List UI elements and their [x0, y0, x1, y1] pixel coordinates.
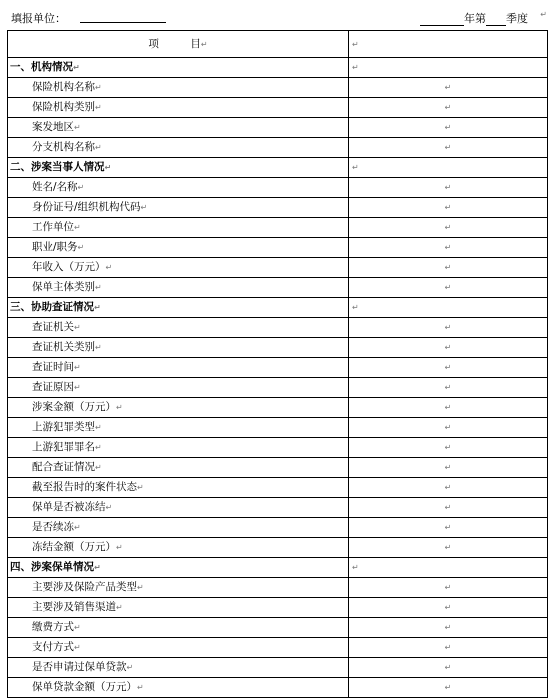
paragraph-mark: ↵	[74, 123, 81, 132]
paragraph-mark: ↵	[77, 183, 85, 192]
table-row	[8, 358, 548, 378]
paragraph-mark: ↵	[74, 223, 81, 232]
table-row	[8, 118, 548, 138]
paragraph-mark: ↵	[95, 103, 102, 112]
value-cell[interactable]	[349, 598, 548, 618]
paragraph-mark: ↵	[126, 663, 134, 672]
table-row	[8, 578, 548, 598]
paragraph-mark: ↵	[105, 503, 113, 512]
row-label-text: 查证时间	[32, 361, 74, 373]
row-label-text: 是否申请过保单贷款	[32, 661, 127, 673]
value-cell[interactable]	[349, 138, 548, 158]
item-label	[8, 578, 349, 598]
paragraph-mark: ↵	[444, 83, 452, 92]
row-label-text: 案发地区	[32, 121, 74, 133]
item-label	[8, 358, 349, 378]
row-label-text: 上游犯罪罪名	[32, 441, 95, 453]
row-label-text: 分支机构名称	[32, 141, 95, 153]
table-row	[8, 658, 548, 678]
row-label-text: 年收入（万元）	[32, 261, 106, 273]
paragraph-mark: ↵	[444, 343, 452, 352]
section-title	[8, 58, 349, 78]
paragraph-mark: ↵	[444, 543, 452, 552]
table-row	[8, 478, 548, 498]
table-header-item-label: 项 目	[148, 37, 201, 50]
reporting-period	[420, 10, 528, 26]
row-label-text: 配合查证情况	[32, 461, 95, 473]
row-label-text: 查证机关类别	[32, 341, 95, 353]
paragraph-mark: ↵	[95, 343, 102, 352]
paragraph-mark: ↵	[444, 463, 452, 472]
value-cell[interactable]	[349, 278, 548, 298]
value-cell[interactable]	[349, 378, 548, 398]
paragraph-mark: ↵	[444, 323, 452, 332]
paragraph-mark: ↵	[74, 383, 81, 392]
paragraph-mark: ↵	[95, 423, 102, 432]
row-label-text: 上游犯罪类型	[32, 421, 95, 433]
section-title	[8, 558, 349, 578]
row-label-text: 查证原因	[32, 381, 74, 393]
value-cell[interactable]	[349, 78, 548, 98]
section-row	[8, 158, 548, 178]
paragraph-mark: ↵	[94, 303, 101, 312]
table-row	[8, 238, 548, 258]
table-row	[8, 218, 548, 238]
paragraph-mark: ↵	[444, 223, 452, 232]
paragraph-mark: ↵	[444, 243, 452, 252]
row-label-text: 支付方式	[32, 641, 74, 653]
value-cell[interactable]	[349, 258, 548, 278]
value-cell[interactable]	[349, 218, 548, 238]
row-label-text: 冻结金额（万元）	[32, 541, 116, 553]
value-cell[interactable]	[349, 658, 548, 678]
form-header	[0, 0, 550, 30]
paragraph-mark: ↵	[444, 603, 452, 612]
row-label-text: 工作单位	[32, 221, 74, 233]
table-row	[8, 338, 548, 358]
paragraph-mark: ↵	[104, 163, 112, 172]
paragraph-mark: ↵	[444, 523, 452, 532]
paragraph-mark: ↵	[352, 163, 359, 172]
row-label-text: 三、协助查证情况	[10, 301, 94, 313]
value-cell[interactable]	[349, 358, 548, 378]
table-row	[8, 138, 548, 158]
paragraph-mark: ↵	[95, 283, 102, 292]
value-cell[interactable]	[349, 558, 548, 578]
paragraph-mark: ↵	[444, 483, 452, 492]
item-label	[8, 118, 349, 138]
paragraph-mark: ↵	[444, 583, 452, 592]
paragraph-mark: ↵	[74, 623, 81, 632]
value-cell[interactable]	[349, 538, 548, 558]
item-label	[8, 478, 349, 498]
table-row	[8, 498, 548, 518]
value-cell[interactable]	[349, 298, 548, 318]
table-row	[8, 418, 548, 438]
item-label	[8, 598, 349, 618]
value-cell[interactable]	[349, 458, 548, 478]
value-cell[interactable]	[349, 318, 548, 338]
row-label-text: 保单贷款金额（万元）	[32, 681, 137, 693]
paragraph-mark: ↵	[444, 443, 452, 452]
paragraph-mark: ↵	[444, 283, 452, 292]
item-label	[8, 678, 349, 698]
table-row	[8, 678, 548, 698]
item-label	[8, 658, 349, 678]
table-header-value	[349, 31, 548, 58]
row-label-text: 一、机构情况	[10, 61, 73, 73]
value-cell[interactable]	[349, 198, 548, 218]
paragraph-mark: ↵	[200, 39, 208, 49]
row-label-text: 缴费方式	[32, 621, 74, 633]
table-row	[8, 198, 548, 218]
row-label-text: 截至报告时的案件状态	[32, 481, 137, 493]
paragraph-mark: ↵	[116, 603, 123, 612]
item-label	[8, 518, 349, 538]
item-label	[8, 258, 349, 278]
paragraph-mark: ↵	[444, 383, 452, 392]
paragraph-mark: ↵	[74, 523, 81, 532]
paragraph-mark: ↵	[444, 683, 452, 692]
paragraph-mark: ↵	[137, 683, 144, 692]
value-cell[interactable]	[349, 518, 548, 538]
item-label	[8, 538, 349, 558]
table-row	[8, 278, 548, 298]
paragraph-mark: ↵	[444, 263, 452, 272]
quarter-label: 季度	[506, 12, 528, 25]
item-label	[8, 398, 349, 418]
value-cell[interactable]	[349, 638, 548, 658]
paragraph-mark: ↵	[444, 123, 452, 132]
year-label: 年第	[464, 12, 486, 25]
section-row	[8, 58, 548, 78]
row-label-text: 四、涉案保单情况	[10, 561, 94, 573]
table-row	[8, 538, 548, 558]
table-row	[8, 638, 548, 658]
value-cell[interactable]	[349, 678, 548, 698]
paragraph-mark: ↵	[140, 203, 148, 212]
row-label-text: 职业/职务	[32, 241, 78, 253]
item-label	[8, 618, 349, 638]
paragraph-mark: ↵	[77, 243, 85, 252]
item-label	[8, 418, 349, 438]
report-table	[7, 30, 548, 698]
value-cell[interactable]	[349, 158, 548, 178]
paragraph-mark: ↵	[95, 143, 102, 152]
table-row	[8, 458, 548, 478]
item-label	[8, 178, 349, 198]
table-row	[8, 98, 548, 118]
row-label-text: 涉案金额（万元）	[32, 401, 116, 413]
paragraph-mark: ↵	[444, 643, 452, 652]
item-label	[8, 98, 349, 118]
value-cell[interactable]	[349, 618, 548, 638]
section-row	[8, 558, 548, 578]
item-label	[8, 638, 349, 658]
paragraph-mark: ↵	[444, 183, 452, 192]
paragraph-mark: ↵	[73, 63, 80, 72]
row-label-text: 查证机关	[32, 321, 74, 333]
row-label-text: 保单主体类别	[32, 281, 95, 293]
paragraph-mark: ↵	[444, 103, 452, 112]
paragraph-mark: ↵	[116, 543, 123, 552]
item-label	[8, 498, 349, 518]
value-cell[interactable]	[349, 418, 548, 438]
value-cell[interactable]	[349, 398, 548, 418]
paragraph-mark: ↵	[74, 323, 81, 332]
paragraph-mark: ↵	[444, 143, 452, 152]
item-label	[8, 198, 349, 218]
paragraph-mark: ↵	[352, 563, 359, 572]
table-row	[8, 398, 548, 418]
paragraph-mark: ↵	[444, 363, 452, 372]
table-row	[8, 318, 548, 338]
paragraph-mark: ↵	[540, 10, 547, 19]
table-row	[8, 258, 548, 278]
paragraph-mark: ↵	[444, 403, 452, 412]
table-row	[8, 618, 548, 638]
value-cell[interactable]	[349, 338, 548, 358]
table-row	[8, 438, 548, 458]
paragraph-mark: ↵	[105, 263, 113, 272]
item-label	[8, 238, 349, 258]
reporting-unit-blank[interactable]	[80, 22, 166, 23]
item-label	[8, 278, 349, 298]
value-cell[interactable]	[349, 438, 548, 458]
paragraph-mark: ↵	[137, 583, 144, 592]
item-label	[8, 138, 349, 158]
year-blank[interactable]	[420, 15, 464, 26]
paragraph-mark: ↵	[137, 483, 144, 492]
row-label-text: 身份证号/组织机构代码	[32, 201, 141, 213]
quarter-blank[interactable]	[486, 15, 506, 26]
table-row	[8, 78, 548, 98]
row-label-text: 是否续冻	[32, 521, 74, 533]
item-label	[8, 218, 349, 238]
item-label	[8, 78, 349, 98]
table-header-row	[8, 31, 548, 58]
value-cell[interactable]	[349, 498, 548, 518]
item-label	[8, 378, 349, 398]
row-label-text: 保险机构类别	[32, 101, 95, 113]
row-label-text: 主要涉及保险产品类型	[32, 581, 137, 593]
value-cell[interactable]	[349, 478, 548, 498]
table-row	[8, 378, 548, 398]
row-label-text: 保险机构名称	[32, 81, 95, 93]
value-cell[interactable]	[349, 238, 548, 258]
paragraph-mark: ↵	[95, 83, 102, 92]
paragraph-mark: ↵	[352, 303, 359, 312]
paragraph-mark: ↵	[116, 403, 123, 412]
paragraph-mark: ↵	[352, 39, 359, 49]
paragraph-mark: ↵	[74, 643, 81, 652]
section-title	[8, 158, 349, 178]
table-row	[8, 518, 548, 538]
value-cell[interactable]	[349, 578, 548, 598]
paragraph-mark: ↵	[95, 443, 102, 452]
value-cell[interactable]	[349, 118, 548, 138]
reporting-unit-label: 填报单位：	[11, 12, 66, 25]
section-title	[8, 298, 349, 318]
value-cell[interactable]	[349, 58, 548, 78]
item-label	[8, 458, 349, 478]
table-row	[8, 178, 548, 198]
paragraph-mark: ↵	[74, 363, 81, 372]
paragraph-mark: ↵	[444, 423, 452, 432]
paragraph-mark: ↵	[444, 503, 452, 512]
paragraph-mark: ↵	[94, 563, 101, 572]
row-label-text: 二、涉案当事人情况	[10, 161, 105, 173]
section-row	[8, 298, 548, 318]
table-row	[8, 598, 548, 618]
table-header-item	[8, 31, 349, 58]
row-label-text: 保单是否被冻结	[32, 501, 106, 513]
value-cell[interactable]	[349, 98, 548, 118]
paragraph-mark: ↵	[444, 663, 452, 672]
paragraph-mark: ↵	[95, 463, 102, 472]
paragraph-mark: ↵	[444, 203, 452, 212]
item-label	[8, 338, 349, 358]
row-label-text: 主要涉及销售渠道	[32, 601, 116, 613]
row-label-text: 姓名/名称	[32, 181, 78, 193]
item-label	[8, 438, 349, 458]
value-cell[interactable]	[349, 178, 548, 198]
paragraph-mark: ↵	[444, 623, 452, 632]
paragraph-mark: ↵	[352, 63, 359, 72]
item-label	[8, 318, 349, 338]
